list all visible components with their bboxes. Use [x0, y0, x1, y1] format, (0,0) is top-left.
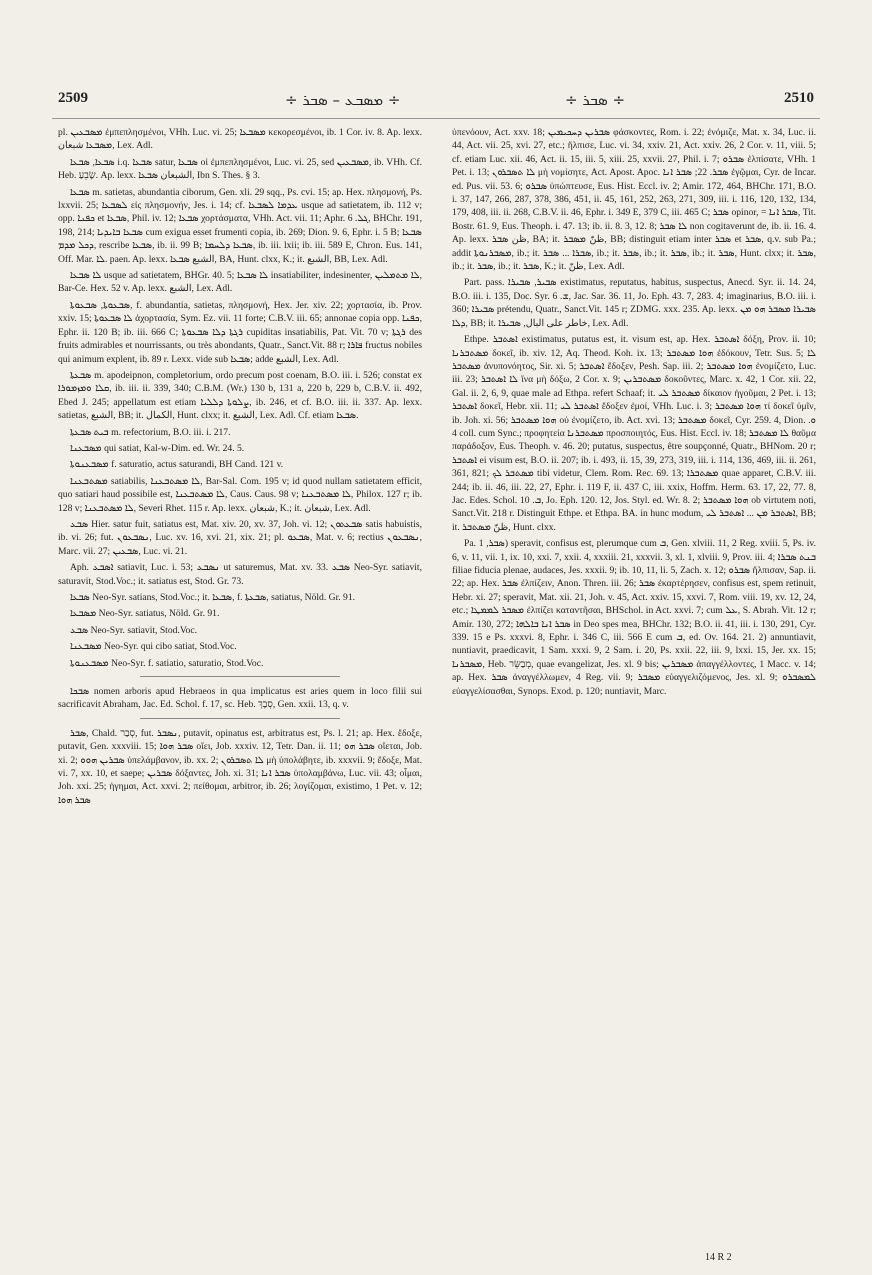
signature-mark: 14 R 2 — [705, 1252, 732, 1263]
entry-paragraph: ܡܣܒܥܢܐ qui satiat, Kal-w-Dim. ed. Wr. 24. 5. — [70, 442, 245, 454]
entry-paragraph: ܡܣܬܒܥܢܐ satiabilis, ܠܐ ܡܣܬܒܥܢܐ, Bar-Sal. Com. 195 v; id quod nullam satietatem efficit, quo satiari haud possibile est, ܠܐ ܡܣܬܒܥܢܐ, Caus. Caus. 98 v; ܠܐ ܡܣܬܒܥܢܐ, Philox. 127 r; ib. 128 v; ܠܐ ܡܣܬܒܥܢܐ, Severi Rhet. 115 r. Ap. lexx. شبعان, K.; it. شبعان, Lex. Adl. — [58, 475, 423, 514]
entry-paragraph: ܣܒܥܐ, ܣܒܥܐ i.q. ܣܒܥܐ satur, ܣܒܥܐ οἱ ἐμπεπλησμένοι, Luc. vi. 25, sed ܡܣܒܥܝܢ, ib. VHh. Cf. Heb. שָׂבֵעַ. Ap. lexx. الشبعان ܣܒܥܐ, Ibn S. Thes. § 3. — [58, 156, 422, 182]
section-separator — [140, 718, 340, 719]
header-rule — [52, 118, 820, 119]
entry-paragraph: Pa. ܣܒܪ, 1) speravit, confisus est, plerumque cum ܒ, Gen. xlviii. 11, 2 Reg. xviii. 5, Ps. iv. 6, v. 11, vii. 1, ix. 10, xxi. 7, xxii. 4, xxxiii. 21, xxxvii. 3, xl. 1, xlviii. 9, Prov. iii. 4; ܒܢܬ ܣܒܪܐ filiae fiducia plenae, audaces, Jes. xxxii. 9; ib. 10, 11, li. 5, Zach. x. 12; ܣܒܪܘ ἤλπισαν, Sap. ii. 22; ap. Hex. ܣܒܪ ἐλπίζειν, Anon. Thren. iii. 26; ܣܒܪ ἐκαρτέρησεν, confisus est, spem retinuit, Hebr. xi. 27; speravit, Mat. xii. 21, Joh. v. 45, Act. xxiv. 15, xxvi. 7, Rom. viii. 19, xv. 12, 24, etc.; ܡܣܒܪ ܠܡܡܛܐ ἐλπίζει καταντῆσαι, BHSchol. in Act. xxvi. 7; cum ܥܠ, S. Abrah. Vit. 12 r; Amir. 130, 272; ܣܒܪ ܐܢܐ ܒܐܠܗܐ in Deo spes mea, BHChr. 132; B.O. ii. 41, iii. i. 130, 291, Cyr. 339. 15 e Ps. xxxvi. 8, Ephr. i. 346 C, iii. 566 E cum ܒ, ed. Ov. 164. 21. 2) annuntiavit, nuntiavit, praedicavit, 1 Sam. xxxi. 9, 2 Sam. i. 20, Ps. xxii. 22, iii. 9, lxxi. 15, Jer. xx. 15; ܡܣܒܪܢܐ, Heb. מְבַשֵּׂר, quae evangelizat, Jes. xl. 9 bis; ܡܣܒܪܝܢ ἀπαγγέλλοντες, 1 Macc. v. 14; ap. Hex. ܣܒܪ ἀναγγέλλωμεν, 4 Reg. vii. 9; ܡܣܒܪ εὐαγγελιζόμενος, Jes. xl. 9; ܠܡܣܒܪܘ εὐαγγελίσασθαι, Synops. Exod. p. 120; nuntiavit, Marc. — [452, 538, 817, 697]
left-column — [58, 126, 422, 810]
left-running-head: ÷ ܡܣܒܥ – ܣܒܪ ÷ — [285, 91, 401, 109]
entry-paragraph: Aph. ܐܣܒܥ satiavit, Luc. i. 53; ܢܣܒܥ ut saturemus, Mat. xv. 33. ܣܒܥ Neo-Syr. satiavit, saturavit, Stod.Voc.; it. satiatus est, Stod. Gr. 73. — [58, 562, 422, 587]
entry-paragraph: ܣܒܥܘܬܐ, ܣܒܥܘܬܐ, f. abundantia, satietas, πλησμονή, Hex. Jer. xiv. 22; χορτασία, ib. Prov. xxiv. 15; ܠܐ ܣܒܥܘܬܐ ἀχορτασία, Sym. Ez. vii. 11 forte; C.B.V. iii. 65; annonae copia opp. ܟܦܢܐ, Ephr. ii. 120 B; ib. iii. 666 C; ܪܓܬܐ ܕܠܐ ܣܒܥܘܬܐ cupiditas insatiabilis, Pat. Vit. 70 v; ܪܓܬܐ des fruits admirables et nourrissants, ou très abondants, Quatr., Sanct.Vit. 88 r; ܦܐܪܐ fructus nobiles qui animum explent, ib. 89 r. Lexx. vide sub ܣܒܥܐ; adde الشبع, Lex. Adl. — [58, 299, 423, 365]
entry-paragraph: ܠܐ ܣܒܥܐ usque ad satietatem, BHGr. 40. 5; ܠܐ ܣܒܥܐ insatiabiliter, indesinenter, ܠܐ ܡܬܡܠܝܢ, Bar-Ce. Hex. 52 v. Ap. lexx. الشبع, Lex. Adl. — [58, 270, 422, 295]
entry-paragraph: ܣܒܥܐ m. satietas, abundantia ciborum, Gen. xli. 29 sqq., Ps. cvi. 15; ap. Hex. πλησμονή, Ps. lxxvii. 25; ܠܣܒܥܐ εἰς πλησμονήν, Jes. i. 14; cf. ܥܕܡܐ ܠܣܒܥܐ usque ad satietatem, ib. 112 v; opp. ܟܦܢܐ et ܣܒܥܐ, Phil. iv. 12; ܣܒܥܐ χορτάσματα, VHh. Act. vii. 11; Aphr. ܓܠ. 6, BHChr. 191, 198, 214; ܣܒܥܐ ܒܐܝܕܝܐ cum exigua esset frumenti copia, ib. 269; Dion. 9. 6, Ephr. i. 5 B; ܣܒܥܐ ܕܟܠ ܡܕܡ, rescribe ܣܒܥܐ, ib. ii. 99 B; ܣܒܥܐ ܕܠܚܡܐ, ib. iii. lxii; ib. iii. 589 E, Chron. Eus. 141, Off. Mar. ܠܐ. paen. Ap. lexx. الشبع ܣܒܥܐ, BA, Hunt. clxx, K.; it. الشبع, BB, Lex. Adl. — [58, 186, 422, 265]
left-page-number: 2509 — [58, 90, 88, 106]
entry-paragraph: ܣܒܪ, Chald. סְבַר, fut. ܢܣܒܪ, putavit, opinatus est, arbitratus est, Ps. l. 21; ap. Hex. ἔδοξε, putavit, Gen. xxxviii. 15; ܣܒܪ ܗܘܐ οἴει, Job. xxxiv. 12, Tetr. Dan. ii. 11; ܣܒܪ ܗܘ οἴεται, Job. xi. 2; ܣܒܪܝܢ ܗܘܘ ὑπελάμβανον, ib. xx. 2; ܠܐ ܬܣܒܪܘܢ μὴ ὑπολάβητε, ib. xxxvii. 9; ἔδοξε, Mat. vi. 7, xx. 10, et saepe; ܣܒܪܝܢ δόξαντες, Joh. xi. 31; ܣܒܪ ܐܢܐ ὑπολαμβάνω, Luc. vii. 43; οἶμαι, Joh. xxi. 25; ἡγημαι, Act. xxvi. 2; πείθομαι, arbitror, ib. 26; λογίζομαι, existimo, 1 Pet. v. 12; ܣܒܪ ܗܘܐ — [58, 727, 423, 806]
entry-paragraph: ܒܝܬ ܣܒܥܬܐ m. refectorium, B.O. iii. i. 217. — [70, 426, 231, 438]
entry-paragraph: ܣܒܥܬܐ m. apodeipnon, completorium, ordo precum post coenam, B.O. iii. i. 526; constat ex ܩܠܐ ܘܡܙܡܘܪܐ, ib. iii. ii. 339, 340; C.B.M. (Wr.) 130 b, 131 a, 220 b, 229 b, C.B.V. ii. 492, Ebed J. 245; appellatum est etiam ܨܠܘܬܐ ܕܠܠܝܐ, ib. 246, et cf. B.O. iii. ii. 337. Ap. lexx. satietas, الشبع, BB; it. الكمال, Hunt. clxx; it. الشبع, Lex. Adl. Cf. etiam ܣܒܥܐ. — [58, 369, 422, 422]
section-separator — [140, 676, 340, 677]
entry-paragraph: pl. ܡܣܒܥܝܢ ἐμπεπλησμένοι, VHh. Luc. vi. 25; ܡܣܒܥܐ κεκορεσμένοι, ib. 1 Cor. iv. 8. Ap. lexx. ܡܣܒܥܐ شبعان, Lex. Adl. — [58, 127, 423, 152]
entry-paragraph: Part. pass. ܣܒܝܪ, ܣܒܝܪܐ existimatus, reputatus, habitus, suspectus, Anecd. Syr. ii. 14. 24, B.O. iii. i. 135, Doc. Syr. ܫ. 6, Jac. Sar. 36. 11, Jo. Eph. 43. 7, 283. 4; imaginarius, B.O. iii. i. 360; ܣܒܝܪܐ prétendu, Quatr., Sanct.Vit. 145 r; ZDMG. xxx. 235. Ap. lexx. ܣܒܝܪܐ ܡܣܒܪ ܗܘ ܡܢ ܕܠܐ, BB; it. خاطر على البال, ܣܒܝܪܐ, Lex. Adl. — [452, 277, 817, 329]
entry-paragraph: ὑπενόουν, Act. xxv. 18; ܣܒܪܝܢ ܕܚܟܝܡܝܢ φάσκοντες, Rom. i. 22; ἐνόμιζε, Mat. x. 34, Luc. ii. 44, Act. vii. 25, xvi. 27, etc.; ἤλπισε, Luc. vi. 34, xxiv. 21, Act. xxiv. 26, 2 Cor. v. 11, viii. 5; cf. etiam Luc. xii. 46, Act. ii. 15, iii. 5, xiii. 25, xxvii. 27, Phil. i. 7; ܣܒܪܘ ἐλπίσατε, VHh. 1 Pet. i. 13; ܠܐ ܬܣܒܪܘܢ μὴ νομίσητε, Act. Apost. Apoc. ܣܒܪ. 22; ܣܒܪ ܐܢܐ ἐγῷμαι, Cyr. de Incar. ed. Pus. vii. 53. 6; ܣܒܪܘ ὑπώπτευσε, Eus. Hist. Eccl. iv. 2; Amir. 172, 464, BHChr. 171, B.O. i. 37, 147, 266, 287, 378, 386, 451, ii. 45, 161, 252, 263, 271, 309, iii. i. 116, 120, 132, 134, 179, 408, iii. ii. 268, C.B.V. ii. 46, Ephr. i. 349 E, 379 C, iii. 465 C; ܣܒܪ opinor, = ܣܒܪ ܐܢܐ, Tit. Bostr. 61. 9, Eus. Theoph. i. 47. 13; ib. ii. 8. 3, 12. 8; ܠܐ ܣܒܪ non cogitaverunt de, ib. ii. 16. 4. Ap. lexx. ظن ܣܒܪ, BA; it. ظنّ ܡܣܒܪ, BB; distinguit etiam inter ܣܒܪ et ܣܒܪ, q.v. sub Pa.; addit ܡܣܒܪܢܘܬܐ, ib.; it. ܣܒܪܐ ... ܣܒܪ, ib.; it. ܣܒܪ, ib.; it. ܣܒܪ, ib.; it. ܣܒܪ, Hunt. clxx; it. ܣܒܪ, ib.; it. ܣܒܪ, ib.; it. ܣܒܪ, K.; it. ظنّ, Lex. Adl. — [452, 127, 817, 273]
right-column — [452, 126, 816, 701]
entry-paragraph: ܣܒܥ Neo-Syr. satiavit, Stod.Voc. — [70, 624, 197, 636]
entry-paragraph: ܣܒܥ Hier. satur fuit, satiatus est, Mat. xiv. 20, xv. 37, Joh. vi. 12; ܣܒܥܬܘܢ satis habuistis, ib. vi. 26; fut. ܢܣܒܥܘܢ, Luc. xv. 16, xvi. 21, xix. 21; pl. ܣܒܥܘ, Mat. v. 6; rectius ܢܣܒܥܘܢ, Marc. vii. 27; ܣܒܥܝܢ, Luc. vi. 21. — [58, 518, 422, 557]
entry-paragraph: ܣܒܟܐ nomen arboris apud Hebraeos in qua implicatus est aries quem in loco filii sui sacrificavit Abraham, Jac. Ed. Schol. f. 17, sc. Heb. סְבָךְ, Gen. xxii. 13, q. v. — [58, 686, 422, 711]
page-header — [0, 90, 872, 114]
right-page-number: 2510 — [784, 90, 814, 106]
entry-paragraph: Ethpe. ܐܣܬܒܪ existimatus, putatus est, it. visum est, ap. Hex. ܐܣܬܒܪ δόξη, Prov. ii. 10; ܡܣܬܒܪܢܐ δοκεῖ, ib. xiv. 12, Aq. Theod. Koh. ix. 13; ܗܘܐ ܡܣܬܒܪ ἐδόκουν, Tetr. Sus. 5; ܠܐ ܡܣܬܒܪ ἀνυπονόητος, Sir. xi. 5; ܐܣܬܒܪ ἔδοξεν, Pesh. Sap. iii. 2; ܗܘܐ ܡܣܬܒܪ ἐνομίζετο, Luc. iii. 23; ܠܐ ܐܣܬܒܪ ἵνα μὴ δόξω, 2 Cor. x. 9; ܡܣܬܒܪܝܢ δοκοῦντες, Marc. x. 42, 1 Cor. xii. 22, Gal. ii. 2, 6, 9, quae male ad Ethpa. refert Schaaf; it. ܡܣܬܒܪ ܠܝ δίκαιον ἡγοῦμαι, 2 Pet. i. 13; ܐܣܬܒܪ δοκεῖ, Hebr. xii. 11; ܐܣܬܒܪ ܠܝ ἔδοξεν ἐμοί, VHh. Luc. i. 3; ܗܘܐ ܡܣܬܒܪ τί δοκεῖ ὑμῖν, ib. Joh. xi. 56; ܗܘܐ ܡܣܬܒܪ οὐ ἐνομίζετο, ib. Act. xvi. 13; ܡܣܬܒܪ δοκεῖ, Cyr. 259. 4, Dion. ܘ. 4 coll. cum Sync.; προφητεία ܡܣܬܒܪܢܐ προσποιητός, Eus. Hist. Eccl. iv. 18; ܠܐ ܡܣܬܒܪ θαῦμα παράδοξον, Eus. Theoph. v. 46. 20; putatus, suspectus, être soupçonné, Quatr., BHNom. 20 r; ܐܣܬܒܪ ei visum est, B.O. ii. 207; ib. i. 493, ii. 15, 39, 273, 319, iii. i. 114, 136, 469, iii. ii. 261, 361, 821; ܡܣܬܒܪ ܠܟ tibi videtur, Clem. Rom. Rec. 69. 13; ܡܣܬܒܪܐ quae apparet, C.B.V. iii. 244; ib. ii. 46, iii. 22, 27, Ephr. i. 119 F, ii. 437 C, iii. xxix, Hoffm. Herm. 63. 17, 22, 77. 8, Jac. Edes. Schol. ܒ. 10, Jo. Eph. 120. 12, Jos. Styl. ed. Wr. 8. 2; ܗܘܐ ܡܣܬܒܪ ob virtutem noti, Sanct.Vit. 218 r. Distinguit Ethpe. et Ethpa. BA. in hunc modum, ܐܣܬܒܪ ܡܢ ... ܐܣܬܒܪ ܠܝ, BB; it. ظنّ ܡܣܬܒܪ, Hunt. clxx. — [452, 334, 817, 533]
entry-paragraph: ܡܣܒܥܢܘܬܐ f. saturatio, actus saturandi, BH Cand. 121 v. — [70, 459, 284, 471]
entry-paragraph: ܡܣܒܥܐ Neo-Syr. satiatus, Nöld. Gr. 91. — [70, 608, 220, 620]
entry-paragraph: ܣܒܥܐ Neo-Syr. satians, Stod.Voc.; it. ܣܒܥܐ, f. ܣܒܥܬܐ, satiatus, Nöld. Gr. 91. — [70, 592, 356, 603]
entry-paragraph: ܡܣܒܥܢܐ Neo-Syr. qui cibo satiat, Stod.Voc. — [70, 641, 237, 653]
entry-paragraph: ܡܣܒܥܢܘܬܐ Neo-Syr. f. satiatio, saturatio, Stod.Voc. — [70, 657, 264, 669]
right-running-head: ÷ ܣܒܪ ÷ — [565, 91, 626, 109]
